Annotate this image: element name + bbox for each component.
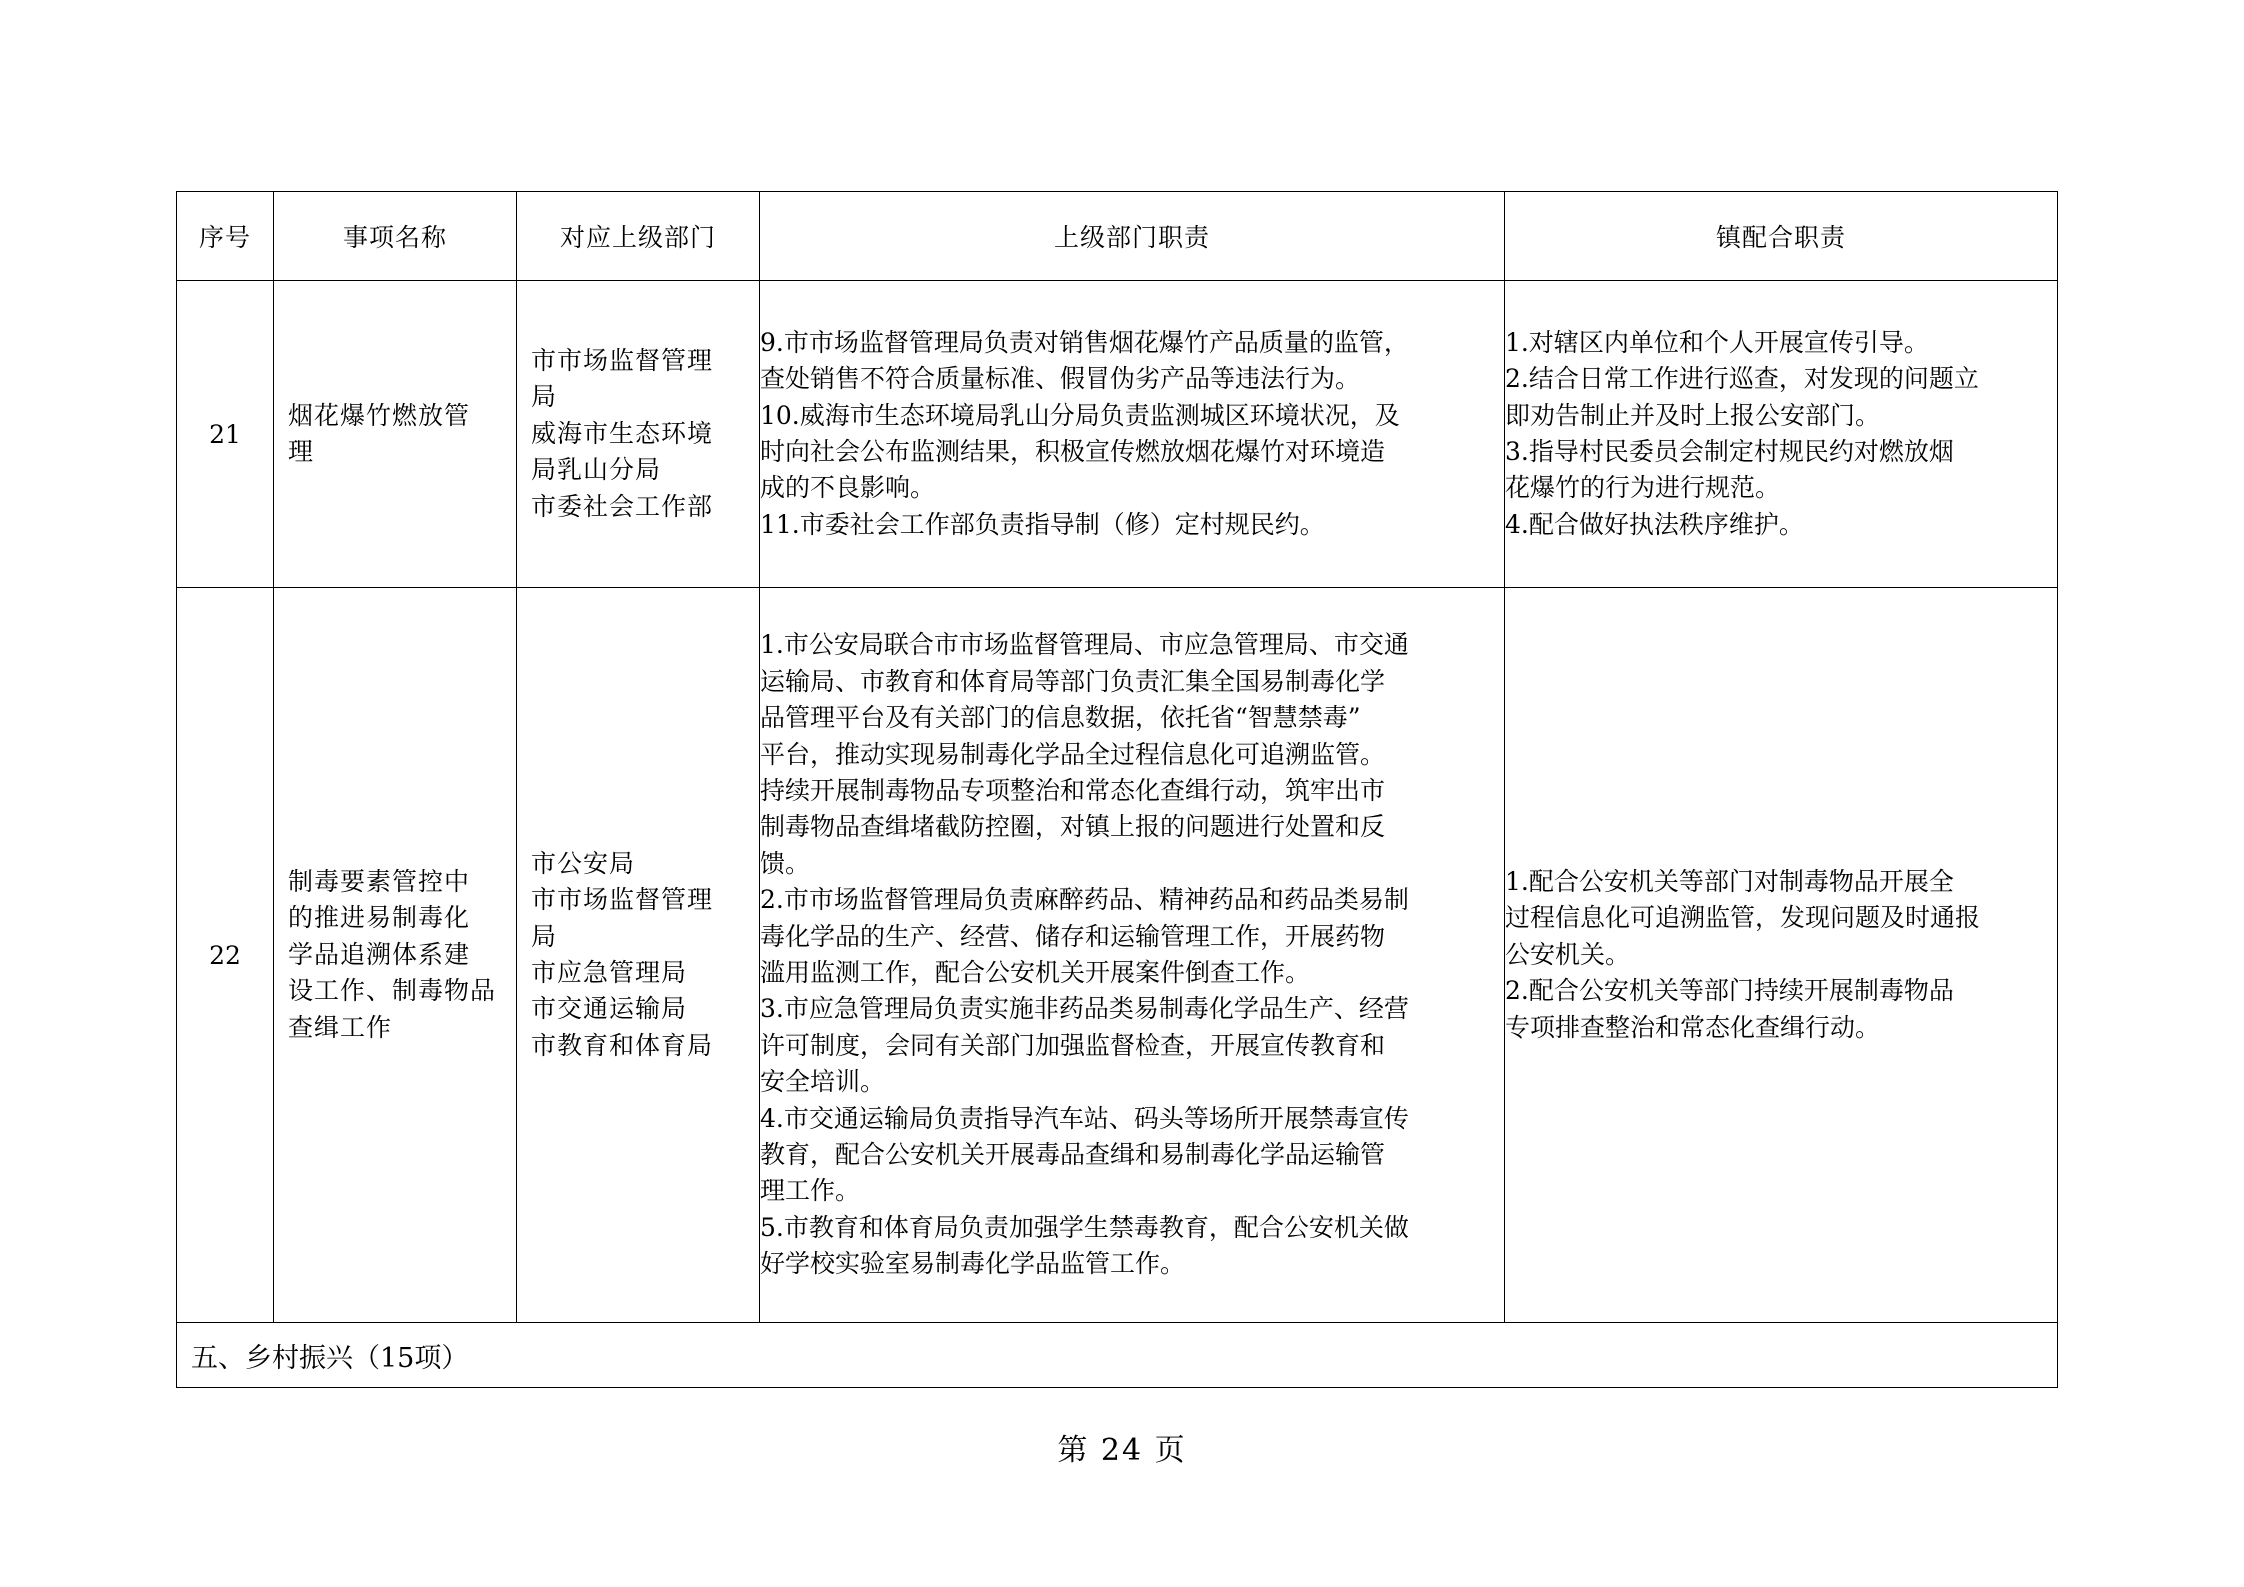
duty-line: 5.市教育和体育局负责加强学生禁毒教育，配合公安机关做 [760, 1212, 1409, 1242]
duty-line: 许可制度，会同有关部门加强监督检查，开展宣传教育和 [760, 1030, 1386, 1060]
section-title: 五、乡村振兴（15项） [177, 1323, 2058, 1388]
town-line: 1.对辖区内单位和个人开展宣传引导。 [1505, 327, 1929, 357]
town-line: 4.配合做好执法秩序维护。 [1505, 509, 1804, 539]
duty-table [176, 191, 2058, 1388]
duty-line: 馈。 [760, 848, 811, 878]
item-name [274, 588, 517, 1323]
duty-line: 安全培训。 [760, 1067, 886, 1097]
town-line: 2.配合公安机关等部门持续开展制毒物品 [1505, 976, 1954, 1006]
upper-duty [760, 588, 1505, 1323]
item-name-line: 设工作、制毒物品 [288, 976, 497, 1006]
header-no: 序号 [177, 192, 274, 281]
table-row [177, 588, 2058, 1323]
upper-dept [517, 281, 760, 588]
duty-line: 1.市公安局联合市市场监督管理局、市应急管理局、市交通 [760, 630, 1409, 660]
dept-line: 市教育和体育局 [531, 1030, 714, 1060]
upper-dept [517, 588, 760, 1323]
town-line: 专项排查整治和常态化查缉行动。 [1505, 1012, 1881, 1042]
town-line: 过程信息化可追溯监管，发现问题及时通报 [1505, 903, 1981, 933]
town-duty [1505, 588, 2058, 1323]
row-number: 21 [177, 281, 274, 588]
duty-line: 制毒物品查缉堵截防控圈，对镇上报的问题进行处置和反 [760, 812, 1386, 842]
upper-duty [760, 281, 1505, 588]
dept-line: 市应急管理局 [531, 958, 688, 987]
duty-line: 查处销售不符合质量标准、假冒伪劣产品等违法行为。 [760, 364, 1361, 394]
item-name-line: 烟花爆竹燃放管 [288, 400, 471, 430]
duty-line: 滥用监测工作，配合公安机关开展案件倒查工作。 [760, 958, 1311, 987]
duty-line: 毒化学品的生产、经营、储存和运输管理工作，开展药物 [760, 921, 1386, 951]
duty-line: 持续开展制毒物品专项整治和常态化查缉行动，筑牢出市 [760, 775, 1386, 805]
dept-line: 市市场监督管理 [531, 345, 714, 375]
dept-line: 局乳山分局 [531, 455, 662, 485]
duty-line: 教育，配合公安机关开展毒品查缉和易制毒化学品运输管 [760, 1140, 1386, 1170]
dept-line: 市公安局 [531, 848, 636, 878]
header-town-duty: 镇配合职责 [1505, 192, 2058, 281]
duty-line: 运输局、市教育和体育局等部门负责汇集全国易制毒化学 [760, 666, 1386, 696]
town-duty [1505, 281, 2058, 588]
item-name-line: 制毒要素管控中 [288, 866, 471, 896]
header-item-name: 事项名称 [274, 192, 517, 281]
duty-line: 理工作。 [760, 1176, 861, 1206]
dept-line: 市委社会工作部 [531, 491, 714, 521]
duty-line: 4.市交通运输局负责指导汽车站、码头等场所开展禁毒宣传 [760, 1103, 1409, 1133]
item-name-line: 理 [288, 437, 315, 466]
duty-line: 3.市应急管理局负责实施非药品类易制毒化学品生产、经营 [760, 994, 1409, 1024]
town-line: 1.配合公安机关等部门对制毒物品开展全 [1505, 866, 1954, 896]
header-upper-dept: 对应上级部门 [517, 192, 760, 281]
item-name [274, 281, 517, 588]
duty-line: 10.威海市生态环境局乳山分局负责监测城区环境状况，及 [760, 400, 1400, 430]
duty-line: 好学校实验室易制毒化学品监管工作。 [760, 1249, 1186, 1279]
item-name-line: 的推进易制毒化 [288, 903, 471, 933]
item-name-line: 学品追溯体系建 [288, 939, 471, 969]
duty-line: 时向社会公布监测结果，积极宣传燃放烟花爆竹对环境造 [760, 437, 1386, 466]
town-line: 2.结合日常工作进行巡查，对发现的问题立 [1505, 364, 1979, 394]
row-number: 22 [177, 588, 274, 1323]
town-line: 公安机关。 [1505, 939, 1631, 969]
town-line: 花爆竹的行为进行规范。 [1505, 473, 1781, 503]
dept-line: 局 [531, 382, 558, 412]
table-row [177, 281, 2058, 588]
duty-line: 9.市市场监督管理局负责对销售烟花爆竹产品质量的监管， [760, 327, 1409, 357]
table-header-row [177, 192, 2058, 281]
dept-line: 市市场监督管理 [531, 885, 714, 915]
duty-line: 成的不良影响。 [760, 473, 936, 503]
town-line: 即劝告制止并及时上报公安部门。 [1505, 400, 1881, 430]
duty-line: 2.市市场监督管理局负责麻醉药品、精神药品和药品类易制 [760, 885, 1409, 915]
dept-line: 市交通运输局 [531, 994, 688, 1024]
item-name-line: 查缉工作 [288, 1012, 393, 1042]
dept-line: 局 [531, 921, 558, 951]
header-upper-duty: 上级部门职责 [760, 192, 1505, 281]
duty-line: 品管理平台及有关部门的信息数据，依托省“智慧禁毒” [760, 703, 1361, 733]
town-line: 3.指导村民委员会制定村规民约对燃放烟 [1505, 437, 1954, 466]
dept-line: 威海市生态环境 [531, 418, 714, 448]
page-number: 第 24 页 [1057, 1433, 1187, 1468]
section-row [177, 1323, 2058, 1388]
duty-line: 平台，推动实现易制毒化学品全过程信息化可追溯监管。 [760, 739, 1386, 769]
duty-line: 11.市委社会工作部负责指导制（修）定村规民约。 [760, 509, 1325, 539]
